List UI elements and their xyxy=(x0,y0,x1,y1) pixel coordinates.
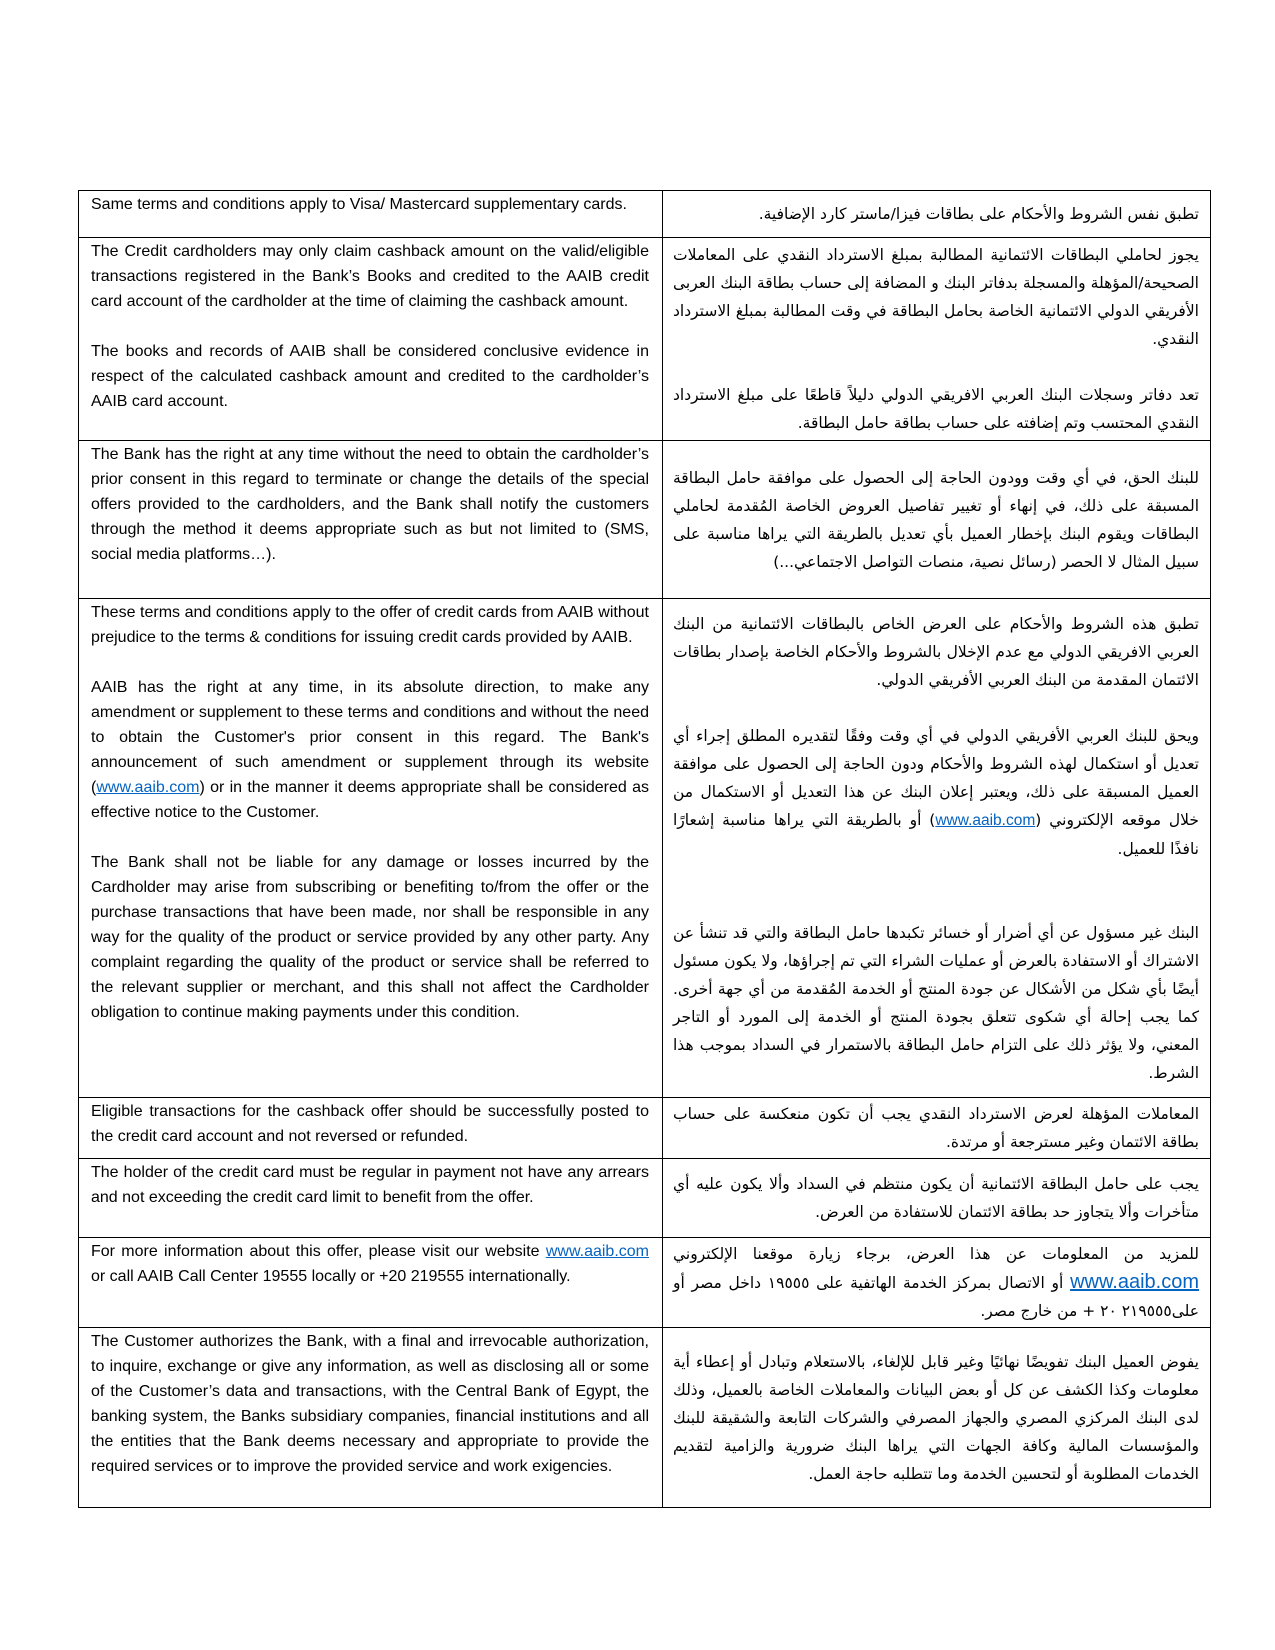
clause-paragraph-ar: يجوز لحاملي البطاقات الائتمانية المطالبة بمبلغ الاسترداد النقدي على المعاملات الصحيحة/المؤهلة والمسجلة بدفاتر البنك و المضافة إلى حساب بطاقة البنك العربى الأفريقي الدولي الائتمانية الخاصة بحامل البطاقة في وقت المطالبة بمبلغ الاسترداد النقدي. xyxy=(673,246,1199,348)
clause-paragraph-en: The Credit cardholders may only claim cashback amount on the valid/eligible transactions registered in the Bank’s Books and credited to the AAIB credit card account of the cardholder at the time of claiming the cashback amount. xyxy=(91,243,649,310)
terms-cell-ar-row-8 xyxy=(663,1328,1211,1508)
terms-cell-ar-row-5 xyxy=(663,1098,1211,1159)
clause-paragraph-ar xyxy=(673,353,1199,381)
terms-cell-en-row-7 xyxy=(79,1238,663,1328)
clause-paragraph-en: The books and records of AAIB shall be considered conclusive evidence in respect of the calculated cashback amount and credited to the cardholder’s AAIB card account. xyxy=(91,343,649,410)
clause-paragraph-en xyxy=(91,825,649,850)
clause-paragraph-en: AAIB has the right at any time, in its absolute direction, to make any amendment or supplement to these terms and conditions and without the need to obtain the Customer's prior consent in this regard. The Bank's announcement of such amendment or supplement through its website (www.aaib.com) or in the manner it deems appropriate shall be considered as effective notice to the Customer. xyxy=(91,679,649,821)
terms-row-4 xyxy=(79,599,1211,1098)
clause-paragraph-ar: للبنك الحق، في أي وقت وودون الحاجة إلى الحصول على موافقة حامل البطاقة المسبقة على ذلك، في إنهاء أو تغيير تفاصيل العروض الخاصة المُقدمة لحاملي البطاقات ويقوم البنك بإخطار العميل بأي تعديل بالطريقة التي يراها مناسبة على سبيل المثال لا الحصر (رسائل نصية، منصات التواصل الاجتماعي...) xyxy=(673,468,1199,571)
clause-paragraph-en: The Customer authorizes the Bank, with a final and irrevocable authorization, to inquire, exchange or give any information, as well as disclosing all or some of the Customer’s data and transactions, with the Central Bank of Egypt, the banking system, the Banks subsidiary companies, financial institutions and all the entities that the Bank deems necessary and appropriate to provide the required services or to improve the provided service and work exigencies. xyxy=(91,1333,649,1475)
terms-row-6 xyxy=(79,1159,1211,1238)
terms-cell-ar-row-6 xyxy=(663,1159,1211,1238)
terms-cell-en-row-3 xyxy=(79,441,663,599)
aaib-website-link[interactable]: www.aaib.com xyxy=(935,811,1036,829)
terms-and-conditions-table xyxy=(78,190,1211,1508)
terms-row-1 xyxy=(79,191,1211,238)
terms-cell-ar-row-4 xyxy=(663,599,1211,1098)
clause-paragraph-en: Same terms and conditions apply to Visa/ Mastercard supplementary cards. xyxy=(91,196,627,213)
clause-paragraph-ar xyxy=(673,863,1199,891)
terms-table-body xyxy=(79,191,1211,1508)
terms-cell-en-row-4 xyxy=(79,599,663,1098)
terms-cell-en-row-5 xyxy=(79,1098,663,1159)
terms-cell-en-row-2 xyxy=(79,238,663,441)
terms-row-5 xyxy=(79,1098,1211,1159)
clause-paragraph-en: For more information about this offer, please visit our website www.aaib.com or call AAIB Call Center 19555 locally or +20 219555 internationally. xyxy=(91,1243,649,1285)
clause-paragraph-en: The Bank has the right at any time without the need to obtain the cardholder’s prior consent in this regard to terminate or change the details of the special offers provided to the cardholders, and the Bank shall notify the customers through the method it deems appropriate such as but not limited to (SMS, social media platforms…). xyxy=(91,446,649,563)
clause-paragraph-ar: تطبق نفس الشروط والأحكام على بطاقات فيزا/ماستر كارد الإضافية. xyxy=(758,205,1199,223)
terms-cell-en-row-6 xyxy=(79,1159,663,1238)
clause-paragraph-ar: يجب على حامل البطاقة الائتمانية أن يكون منتظم في السداد وألا يكون عليه أي متأخرات وألا يتجاوز حد بطاقة الائتمان للاستفادة من العرض. xyxy=(673,1175,1199,1221)
clause-paragraph-en: Eligible transactions for the cashback offer should be successfully posted to the credit card account and not reversed or refunded. xyxy=(91,1103,649,1145)
clause-paragraph-en xyxy=(91,314,649,339)
terms-cell-ar-row-7 xyxy=(663,1238,1211,1328)
clause-paragraph-en: The holder of the credit card must be regular in payment not have any arrears and not exceeding the credit card limit to benefit from the offer. xyxy=(91,1164,649,1206)
clause-paragraph-ar xyxy=(673,891,1199,919)
terms-cell-ar-row-3 xyxy=(663,441,1211,599)
aaib-website-link[interactable]: www.aaib.com xyxy=(96,779,200,796)
terms-row-8 xyxy=(79,1328,1211,1508)
aaib-website-link[interactable]: www.aaib.com xyxy=(545,1243,649,1260)
clause-paragraph-ar: تطبق هذه الشروط والأحكام على العرض الخاص بالبطاقات الائتمانية من البنك العربي الافريقي الدولي مع عدم الإخلال بالشروط والأحكام الخاصة بإصدار بطاقات الائتمان المقدمة من البنك العربي الأفريقي الدولي. xyxy=(673,614,1199,689)
clause-paragraph-ar: البنك غير مسؤول عن أي أضرار أو خسائر تكبدها حامل البطاقة والتي قد تنشأ عن الاشتراك أو الاستفادة بالعرض أو عمليات الشراء التي تم إجراؤها، ولا يكون مسئول أيضًا بأي شكل من الأشكال عن جودة المنتج أو الخدمة المُقدمة من أي جهة أخرى. كما يجب إحالة أي شكوى تتعلق بجودة المنتج أو الخدمة إلى المورد أو التاجر المعني، ولا يؤثر ذلك على التزام حامل البطاقة بالاستمرار في السداد بموجب هذا الشرط. xyxy=(673,923,1199,1082)
clause-paragraph-ar: يفوض العميل البنك تفويضًا نهائيًا وغير قابل للإلغاء، بالاستعلام وتبادل أو إعطاء أية معلومات وكذا الكشف عن كل أو بعض البيانات والمعاملات الخاصة بالعميل، وذلك لدى البنك المركزي المصري والجهاز المصرفي والشركات التابعة والشقيقة للبنك والمؤسسات المالية وكافة الجهات التي يراها البنك ضرورية والزامية لتقديم الخدمات المطلوبة أو لتحسين الخدمة وما تتطلبه حاجة العمل. xyxy=(673,1352,1199,1483)
terms-row-7 xyxy=(79,1238,1211,1328)
clause-paragraph-en: These terms and conditions apply to the offer of credit cards from AAIB without prejudice to the terms & conditions for issuing credit cards provided by AAIB. xyxy=(91,604,649,646)
terms-row-3 xyxy=(79,441,1211,599)
clause-paragraph-ar xyxy=(673,694,1199,722)
terms-cell-en-row-1 xyxy=(79,191,663,238)
clause-paragraph-en: The Bank shall not be liable for any damage or losses incurred by the Cardholder may arise from subscribing or benefiting to/from the offer or the purchase transactions that have been made, nor shall be responsible in any way for the quality of the product or service provided by any other party. Any complaint regarding the quality of the product or service shall be referred to the relevant supplier or merchant, and this shall not affect the Cardholder obligation to continue making payments under this condition. xyxy=(91,854,649,1021)
clause-paragraph-ar: تعد دفاتر وسجلات البنك العربي الافريقي الدولي دليلاً قاطعًا على مبلغ الاسترداد النقدي المحتسب وتم إضافته على حساب بطاقة حامل البطاقة. xyxy=(673,386,1199,432)
aaib-website-link[interactable]: www.aaib.com xyxy=(1070,1271,1199,1293)
clause-paragraph-ar: ويحق للبنك العربي الأفريقي الدولي في أي وقت وفقًا لتقديره المطلق إجراء أي تعديل أو استكمال لهذه الشروط والأحكام ودون الحاجة إلى الحصول على موافقة العميل المسبقة على ذلك، ويعتبر إعلان البنك عن هذا التعديل أو الاستكمال من خلال موقعه الإلكتروني (www.aaib.com) أو بالطريقة التي يراها مناسبة إشعارًا نافذًا للعميل. xyxy=(673,726,1199,858)
clause-paragraph-ar: للمزيد من المعلومات عن هذا العرض، برجاء زيارة موقعنا الإلكتروني www.aaib.com أو الاتصال بمركز الخدمة الهاتفية على ١٩٥٥٥ داخل مصر أو على٢١٩٥٥٥ ٢٠ + من خارج مصر. xyxy=(673,1245,1199,1320)
terms-cell-ar-row-2 xyxy=(663,238,1211,441)
terms-cell-en-row-8 xyxy=(79,1328,663,1508)
terms-cell-ar-row-1 xyxy=(663,191,1211,238)
clause-paragraph-ar: المعاملات المؤهلة لعرض الاسترداد النقدي يجب أن تكون منعكسة على حساب بطاقة الائتمان وغير مسترجعة أو مرتدة. xyxy=(673,1105,1199,1151)
terms-row-2 xyxy=(79,238,1211,441)
clause-paragraph-en xyxy=(91,650,649,675)
